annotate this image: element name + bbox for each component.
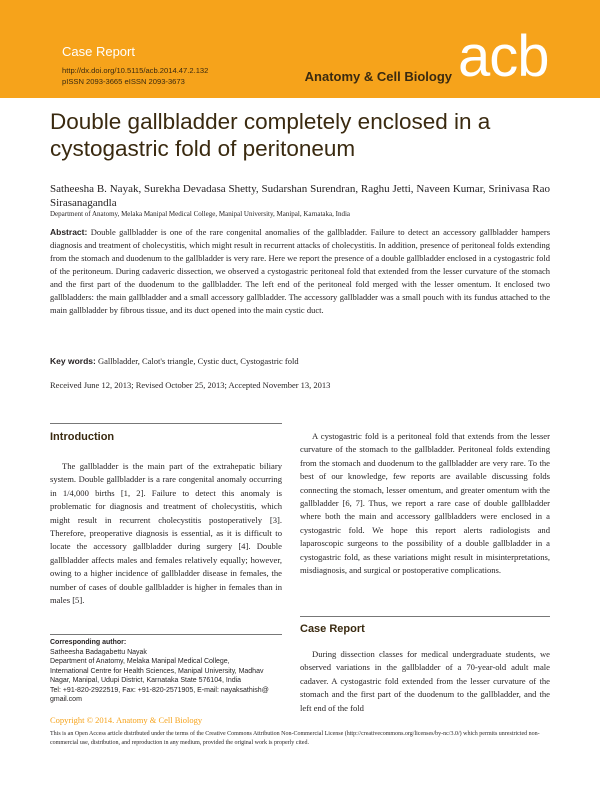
article-dates: Received June 12, 2013; Revised October 25, 2013; Accepted November 13, 2013	[50, 380, 331, 390]
copyright: Copyright © 2014. Anatomy & Cell Biology	[50, 715, 203, 725]
correspondence-line: Satheesha Badagabettu Nayak	[50, 648, 147, 656]
keywords	[50, 355, 550, 367]
case-report-paragraph: During dissection classes for medical undergraduate students, we observed variations in the gallbladder of a 70-year-old adult male cadaver. A cystogastric fold extended from the lesser curvature of the stomach and the first part of the duodenum to the gallbladder, and the left end of the fold	[300, 649, 550, 713]
abstract-text: Double gallbladder is one of the rare congenital anomalies of the gallbladder. Failure to detect an accessory gallbladder hampers diagnosis and treatment of cholecystitis, which might result in recurrent attacks of cholecystitis. In addition, presence of peritoneal folds extending from the stomach and duodenum to the gallbladder is very rare. Here we report the presence of a double gallbladder enclosed in a cystogastric fold of the peritoneum. During cadaveric dissection, we observed a cystogastric peritoneal fold that extended from the lesser curvature of the stomach and the first part of the duodenum to the gallbladder. The left end of the peritoneal fold merged with the lesser omentum. It enclosed two gallbladders: the main gallbladder and a small accessory gallbladder. The accessory gallbladder was a small pouch with its fundus attached to the main gallbladder by fibrous tissue, and its duct opened into the main cystic duct.	[50, 227, 551, 315]
abstract-label: Abstract:	[50, 227, 88, 237]
correspondence-line: Nagar, Manipal, Udupi District, Karnataka State 576104, India	[50, 677, 242, 684]
correspondence-line: International Centre for Health Sciences, Manipal University, Madhav	[50, 667, 264, 675]
correspondence-email[interactable]: gmail.com	[50, 696, 82, 703]
right-column-paragraph: A cystogastric fold is a peritoneal fold that extends from the lesser curvature of the stomach to the gallbladder. Peritoneal folds extending from the stomach and duodenum to the gallbladder are very rare. To the best of our knowledge, few reports are available discussing folds connecting the stomach, lesser omentum, and greater omentum with the gallbladder [6, 7]. Thus, we report a rare case of double gallbladder where both the main and accessory gallbladders were enclosed in a cystogastric fold. We hope this report alerts radiologists and laparoscopic surgeons to the possibility of a double gallbladder in a cystogastric fold, as these variations might result in misinterpretations, misdiagnosis, and surgical or postoperative complications.	[300, 431, 550, 576]
doi-link[interactable]: http://dx.doi.org/10.5115/acb.2014.47.2.132	[62, 66, 209, 75]
divider	[50, 634, 282, 635]
divider	[300, 616, 550, 617]
correspondence-line: Department of Anatomy, Melaka Manipal Medical College,	[50, 658, 230, 665]
journal-logo: acb	[458, 24, 549, 89]
affiliation: Department of Anatomy, Melaka Manipal Medical College, Manipal University, Manipal, Karnataka, India	[50, 210, 351, 218]
introduction-paragraph: The gallbladder is the main part of the extrahepatic biliary system. Double gallbladder is a rare congenital anomaly occurring in 1/4,000 births [1, 2]. Failure to detect this anomaly is problematic for diagnosis and treatment of cholecystitis, which might result in recurrent cholecystitis postoperatively [3]. Therefore, preoperative diagnosis is essential, as it is difficult to locate the accessory gallbladder during surgery [4]. Double gallbladder affects males and females relatively equally; however, owing to a higher incidence of gallbladder disease in females, the number of cases of double gallbladder is higher in females than in males [5].	[50, 461, 282, 606]
correspondence-block	[50, 638, 284, 705]
license-text: This is an Open Access article distributed under the terms of the Creative Commons Attribution Non-Commercial License (http://creativecommons.org/licenses/by-nc/3.0/) which permits unrestricted non-commercial use, distribution, and reproduction in any medium, provided the original work is properly cited.	[50, 731, 540, 746]
section-label: Case Report	[62, 44, 135, 59]
divider	[50, 423, 282, 424]
introduction-heading: Introduction	[50, 431, 115, 443]
keywords-text: Gallbladder, Calot's triangle, Cystic duct, Cystogastric fold	[97, 356, 299, 366]
case-report-heading: Case Report	[300, 623, 365, 635]
correspondence-line: Tel: +91-820-2922519, Fax: +91-820-2571905, E-mail: nayaksathish@	[50, 686, 269, 694]
correspondence-label: Corresponding author:	[50, 639, 127, 646]
abstract	[50, 226, 550, 317]
keywords-label: Key words:	[50, 356, 96, 366]
author-list: Satheesha B. Nayak, Surekha Devadasa Shetty, Sudarshan Surendran, Raghu Jetti, Naveen Kumar, Srinivasa Rao Sirasanagandla	[50, 183, 550, 209]
issn-line: pISSN 2093-3665 eISSN 2093-3673	[62, 77, 185, 86]
journal-name: Anatomy & Cell Biology	[304, 69, 452, 84]
header-band	[0, 0, 600, 98]
article-title: Double gallbladder completely enclosed in a cystogastric fold of peritoneum	[50, 109, 491, 161]
